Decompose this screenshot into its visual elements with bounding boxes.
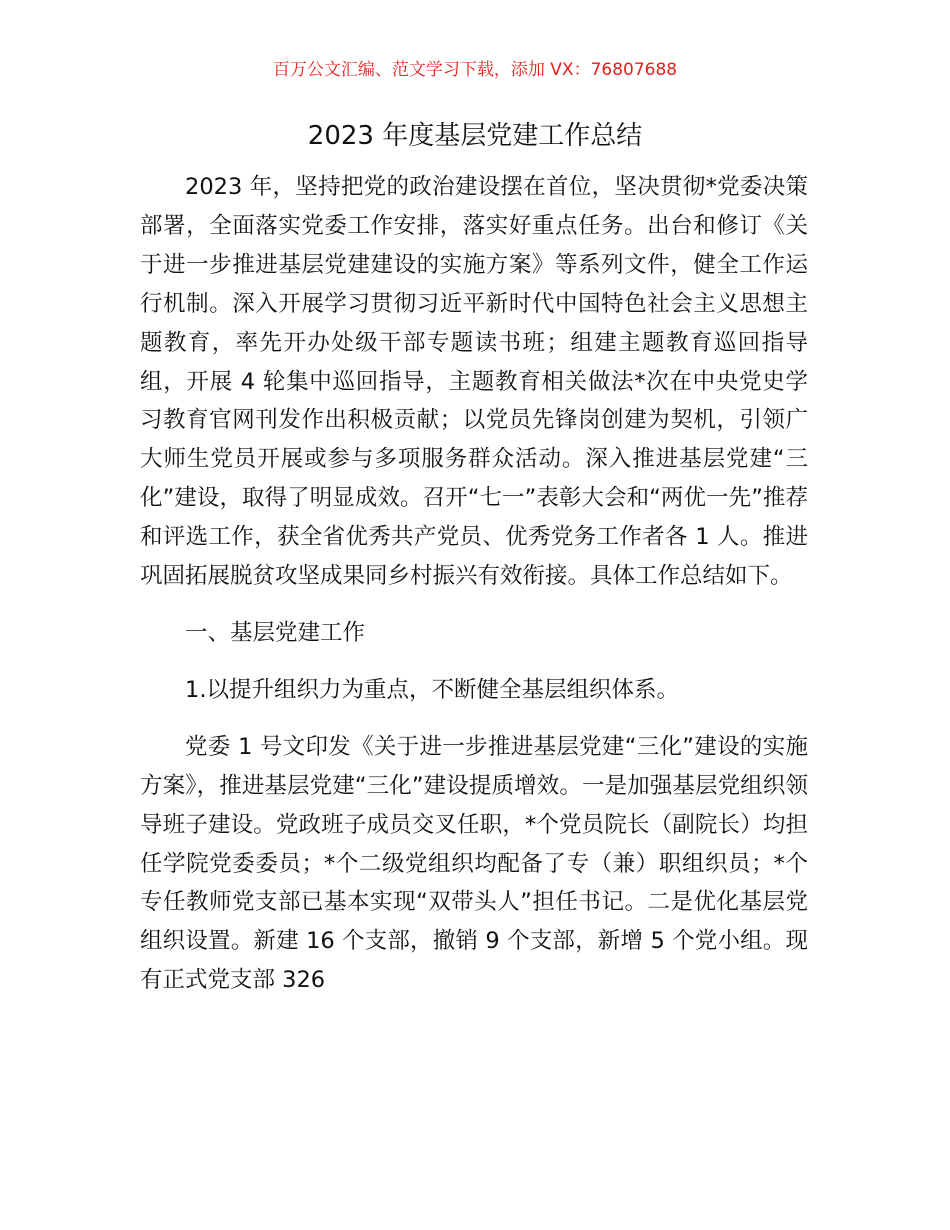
subsection-heading: 1.以提升组织力为重点，不断健全基层组织体系。 — [185, 676, 679, 703]
document-body — [140, 168, 808, 1000]
watermark-header: 百万公文汇编、范文学习下载，添加 VX：76807688 — [272, 60, 678, 80]
section-heading: 一、基层党建工作 — [185, 619, 366, 646]
page-title: 2023 年度基层党建工作总结 — [307, 121, 643, 151]
intro-paragraph: 2023 年，坚持把党的政治建设摆在首位，坚决贯彻*党委决策部署，全面落实党委工作安排，落实好重点任务。出台和修订《关于进一步推进基层党建建设的实施方案》等系列文件，健全工作运行机制。深入开展学习贯彻习近平新时代中国特色社会主义思想主题教育，率先开办处级干部专题读书班；组建主题教育巡回指导组，开展 4 轮集中巡回指导，主题教育相关做法*次在中央党史学习教育官网刊发作出积极贡献；以党员先锋岗创建为契机，引领广大师生党员开展或参与多项服务群众活动。深入推进基层党建“三化”建设，取得了明显成效。召开“七一”表彰大会和“两优一先”推荐和评选工作，获全省优秀共产党员、优秀党务工作者各 1 人。推进巩固拓展脱贫攻坚成果同乡村振兴有效衔接。具体工作总结如下。 — [140, 174, 808, 590]
body-paragraph: 党委 1 号文印发《关于进一步推进基层党建“三化”建设的实施方案》，推进基层党建“三化”建设提质增效。一是加强基层党组织领导班子建设。党政班子成员交叉任职，*个党员院长（副院长）均担任学院党委委员；*个二级党组织均配备了专（兼）职组织员；*个专任教师党支部已基本实现“双带头人”担任书记。二是优化基层党组织设置。新建 16 个支部，撤销 9 个支部，新增 5 个党小组。现有正式党支部 326 — [140, 733, 808, 994]
